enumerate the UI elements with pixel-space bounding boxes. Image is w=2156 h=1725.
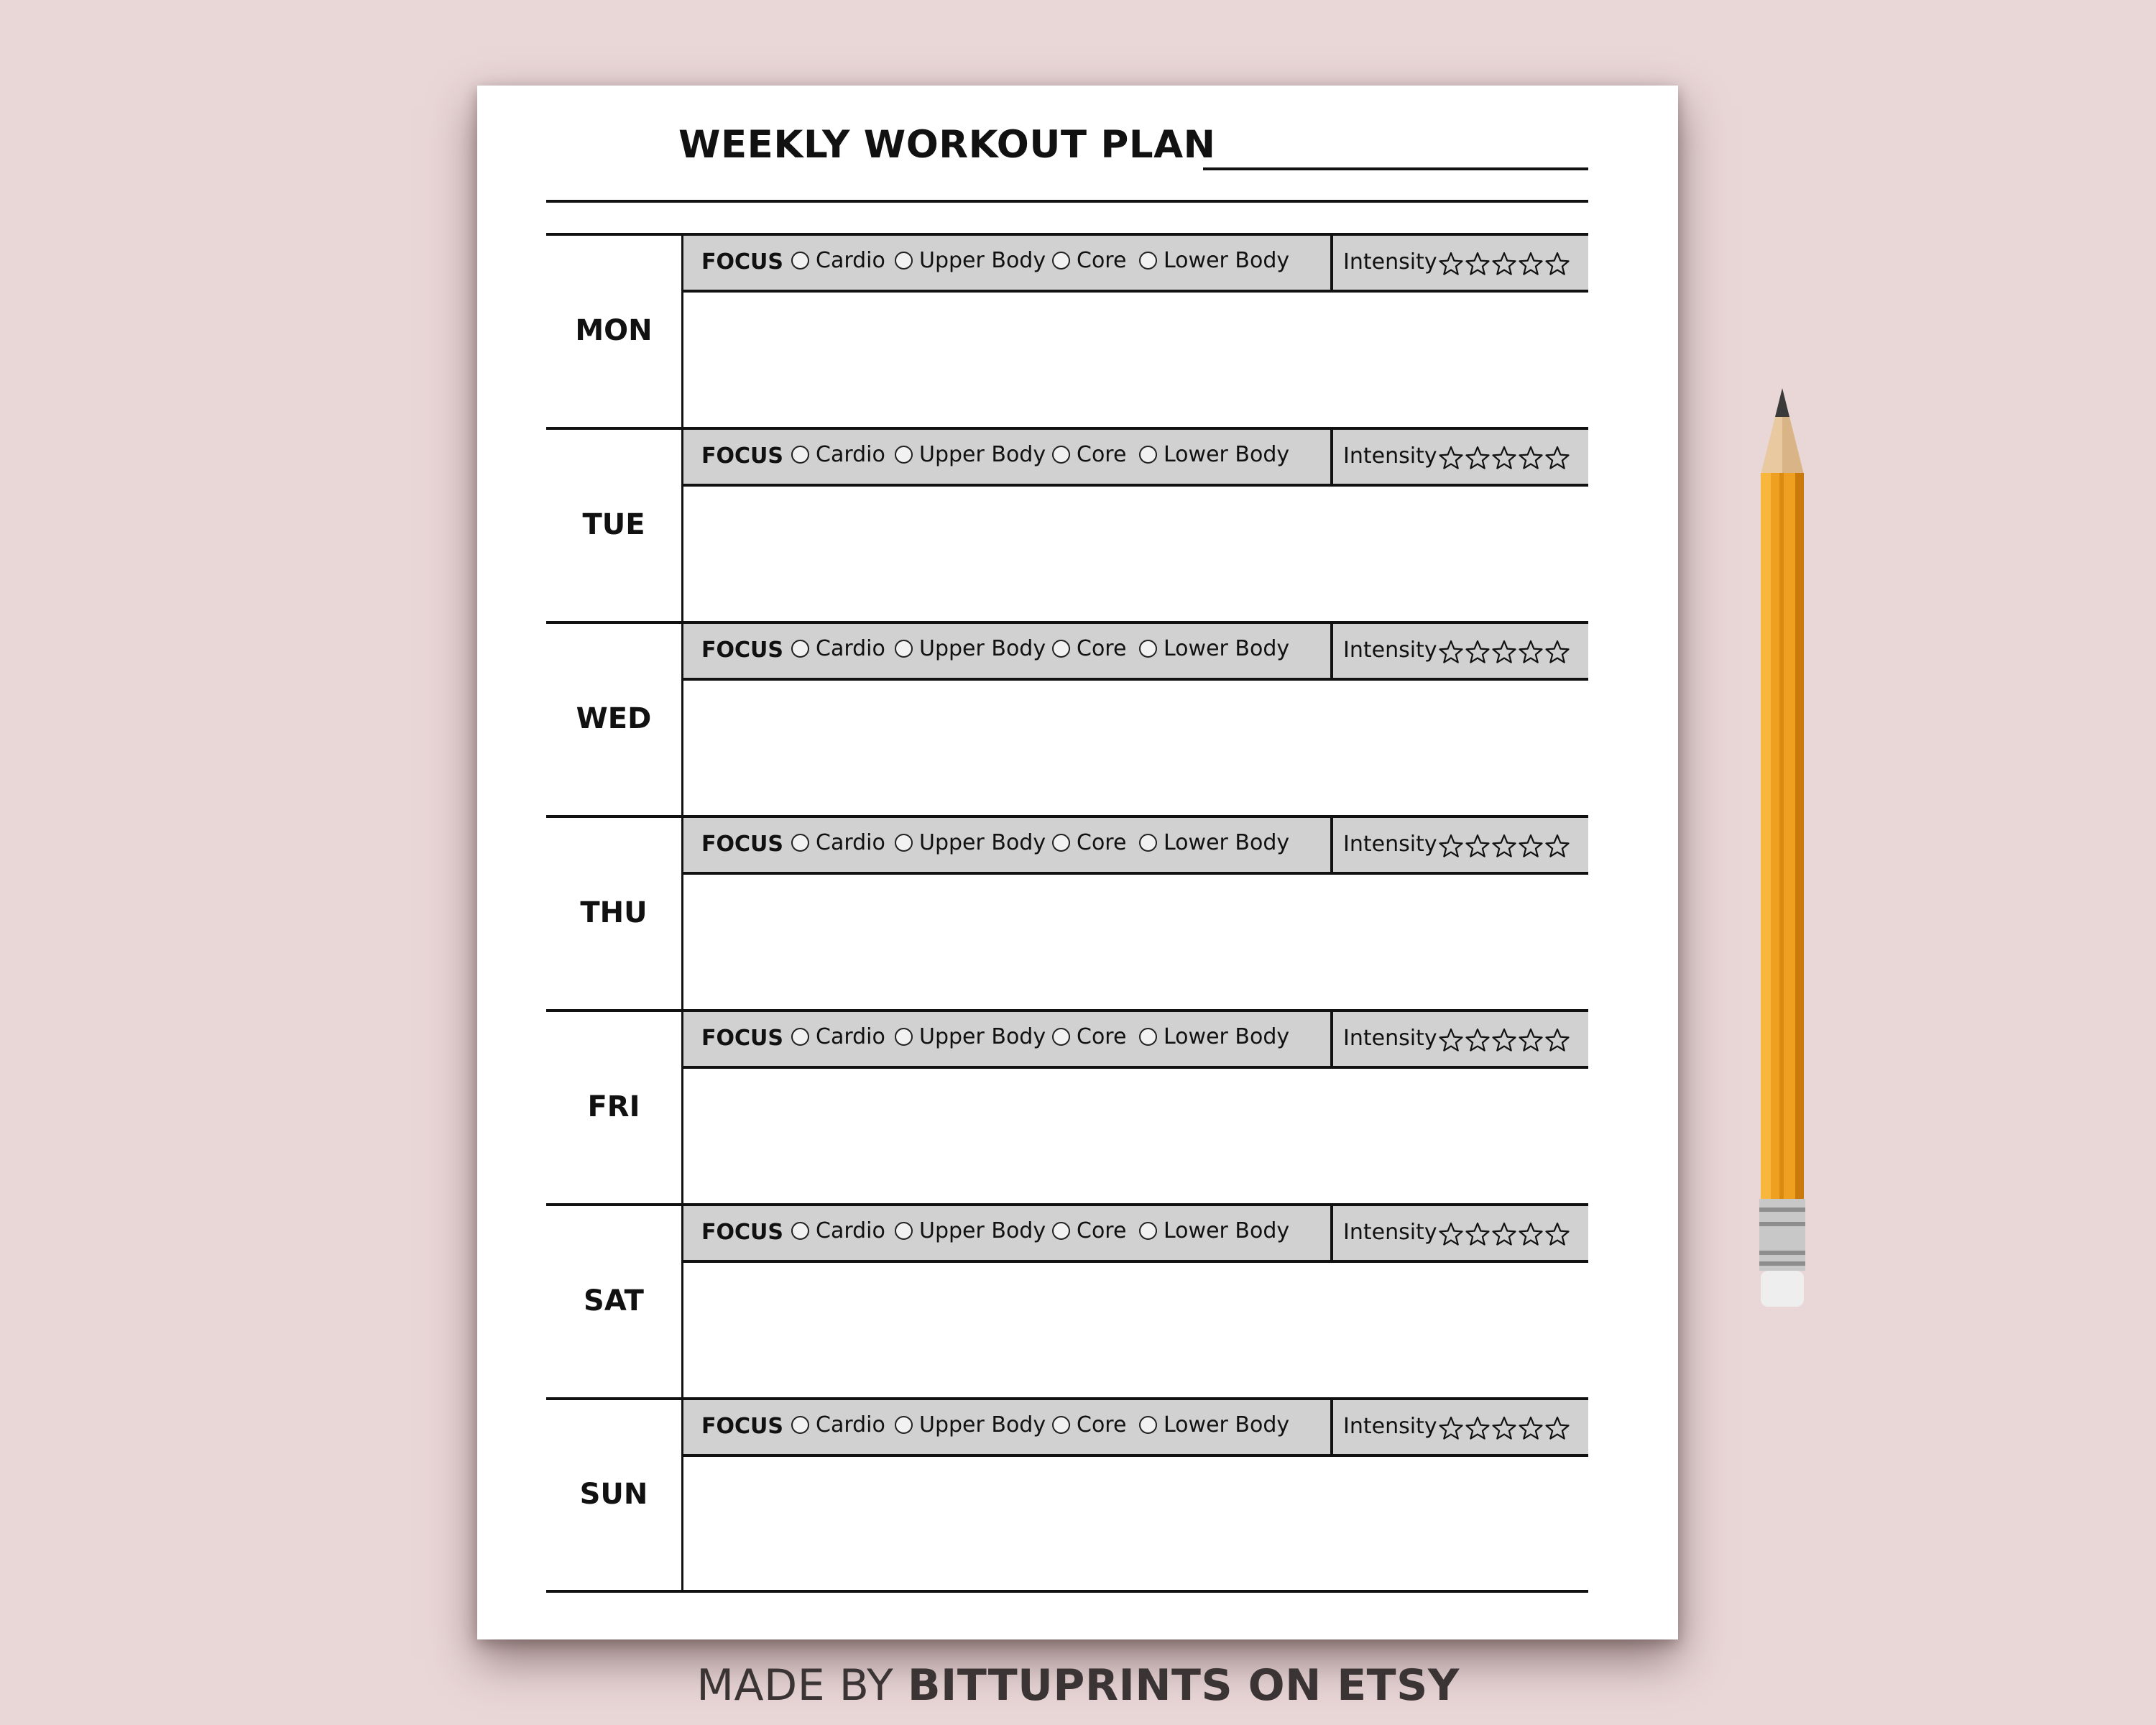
focus-option-label: Cardio (816, 248, 885, 273)
star-icon[interactable] (1544, 1028, 1570, 1054)
intensity-divider (1330, 1400, 1333, 1454)
radio-circle-icon[interactable] (895, 252, 913, 270)
radio-circle-icon[interactable] (1139, 252, 1157, 270)
focus-label: FOCUS (701, 1026, 783, 1051)
intensity-label: Intensity (1343, 832, 1437, 857)
focus-option-label: Core (1077, 1412, 1127, 1438)
focus-option-label: Upper Body (919, 1218, 1046, 1243)
focus-option-label: Core (1077, 1024, 1127, 1049)
focus-option[interactable] (791, 248, 885, 277)
focus-option-label: Cardio (816, 1218, 885, 1243)
day-block (546, 621, 1588, 815)
star-icon[interactable] (1544, 252, 1570, 277)
footer-prefix: MADE BY (696, 1660, 908, 1711)
radio-circle-icon[interactable] (791, 640, 809, 658)
focus-option-label: Lower Body (1164, 442, 1290, 467)
star-icon[interactable] (1465, 252, 1491, 277)
focus-option-label: Upper Body (919, 636, 1046, 661)
focus-option-label: Upper Body (919, 1024, 1046, 1049)
intensity-label: Intensity (1343, 638, 1437, 663)
intensity-label: Intensity (1343, 1026, 1437, 1051)
star-icon[interactable] (1518, 446, 1544, 472)
focus-option[interactable] (791, 1218, 885, 1247)
radio-circle-icon[interactable] (895, 834, 913, 852)
focus-option[interactable] (1139, 1412, 1289, 1441)
focus-label: FOCUS (701, 832, 783, 857)
star-icon[interactable] (1465, 640, 1491, 666)
radio-circle-icon[interactable] (895, 446, 913, 464)
star-icon[interactable] (1518, 640, 1544, 666)
star-icon[interactable] (1544, 1416, 1570, 1442)
star-icon[interactable] (1465, 1028, 1491, 1054)
radio-circle-icon[interactable] (1139, 1028, 1157, 1046)
star-icon[interactable] (1518, 1416, 1544, 1442)
focus-option-label: Cardio (816, 636, 885, 661)
radio-circle-icon[interactable] (1052, 1222, 1070, 1240)
focus-option[interactable] (1139, 1218, 1289, 1247)
focus-option[interactable] (895, 442, 1046, 471)
focus-option-label: Upper Body (919, 1412, 1046, 1438)
star-icon[interactable] (1465, 1222, 1491, 1248)
focus-option[interactable] (1052, 1024, 1126, 1053)
radio-circle-icon[interactable] (895, 640, 913, 658)
star-icon[interactable] (1491, 446, 1517, 472)
intensity-stars[interactable] (1438, 1028, 1571, 1054)
focus-option[interactable] (1052, 248, 1126, 277)
star-icon[interactable] (1544, 1222, 1570, 1248)
radio-circle-icon[interactable] (791, 252, 809, 270)
focus-option[interactable] (1052, 1218, 1126, 1247)
star-icon[interactable] (1491, 252, 1517, 277)
focus-option-label: Upper Body (919, 442, 1046, 467)
focus-option[interactable] (1139, 636, 1289, 665)
intensity-divider (1330, 624, 1333, 678)
focus-option[interactable] (895, 1218, 1046, 1247)
focus-option[interactable] (1139, 830, 1289, 859)
day-block (546, 427, 1588, 621)
footer-brand: BITTUPRINTS ON ETSY (907, 1660, 1460, 1711)
intensity-divider (1330, 1012, 1333, 1066)
focus-option[interactable] (1052, 442, 1126, 471)
star-icon[interactable] (1465, 1416, 1491, 1442)
intensity-stars[interactable] (1438, 640, 1571, 666)
star-icon[interactable] (1438, 446, 1464, 472)
intensity-stars[interactable] (1438, 834, 1571, 860)
focus-bar (683, 1012, 1588, 1069)
day-label: FRI (587, 1090, 640, 1123)
focus-option-label: Upper Body (919, 248, 1046, 273)
radio-circle-icon[interactable] (1139, 834, 1157, 852)
star-icon[interactable] (1438, 252, 1464, 277)
focus-bar (683, 236, 1588, 293)
star-icon[interactable] (1491, 1416, 1517, 1442)
radio-circle-icon[interactable] (1139, 1416, 1157, 1434)
radio-circle-icon[interactable] (1052, 1028, 1070, 1046)
focus-option[interactable] (1139, 442, 1289, 471)
focus-option[interactable] (791, 442, 885, 471)
radio-circle-icon[interactable] (895, 1222, 913, 1240)
focus-label: FOCUS (701, 249, 783, 275)
focus-option[interactable] (895, 1412, 1046, 1441)
star-icon[interactable] (1544, 834, 1570, 860)
focus-option-label: Lower Body (1164, 248, 1290, 273)
focus-option[interactable] (895, 1024, 1046, 1053)
pencil-image (1754, 388, 1811, 1322)
radio-circle-icon[interactable] (791, 1416, 809, 1434)
focus-option-label: Cardio (816, 1412, 885, 1438)
focus-option-label: Lower Body (1164, 830, 1290, 855)
star-icon[interactable] (1438, 834, 1464, 860)
focus-option-label: Core (1077, 248, 1127, 273)
focus-option-label: Lower Body (1164, 636, 1290, 661)
intensity-label: Intensity (1343, 1220, 1437, 1245)
star-icon[interactable] (1491, 1222, 1517, 1248)
focus-option[interactable] (895, 830, 1046, 859)
star-icon[interactable] (1491, 834, 1517, 860)
focus-bar (683, 818, 1588, 875)
focus-option-label: Core (1077, 636, 1127, 661)
day-label: MON (575, 314, 653, 347)
radio-circle-icon[interactable] (1052, 1416, 1070, 1434)
intensity-stars[interactable] (1438, 1416, 1571, 1442)
focus-option[interactable] (1139, 248, 1289, 277)
focus-option-label: Core (1077, 830, 1127, 855)
focus-option-label: Cardio (816, 442, 885, 467)
star-icon[interactable] (1544, 640, 1570, 666)
day-block (546, 815, 1588, 1009)
day-label: THU (580, 896, 648, 929)
day-label: SAT (584, 1284, 644, 1317)
focus-option-label: Lower Body (1164, 1024, 1290, 1049)
star-icon[interactable] (1438, 640, 1464, 666)
intensity-label: Intensity (1343, 443, 1437, 469)
radio-circle-icon[interactable] (1052, 446, 1070, 464)
focus-option[interactable] (1052, 636, 1126, 665)
focus-option-label: Lower Body (1164, 1412, 1290, 1438)
day-block (546, 1009, 1588, 1203)
focus-option[interactable] (1052, 1412, 1126, 1441)
star-icon[interactable] (1465, 834, 1491, 860)
star-icon[interactable] (1491, 640, 1517, 666)
intensity-label: Intensity (1343, 1414, 1437, 1439)
star-icon[interactable] (1518, 1222, 1544, 1248)
star-icon[interactable] (1465, 446, 1491, 472)
focus-label: FOCUS (701, 1414, 783, 1439)
star-icon[interactable] (1518, 252, 1544, 277)
radio-circle-icon[interactable] (895, 1416, 913, 1434)
star-icon[interactable] (1518, 834, 1544, 860)
focus-option[interactable] (1052, 830, 1126, 859)
focus-option-label: Lower Body (1164, 1218, 1290, 1243)
day-block (546, 1397, 1588, 1590)
focus-option-label: Upper Body (919, 830, 1046, 855)
radio-circle-icon[interactable] (1139, 1222, 1157, 1240)
focus-option[interactable] (895, 248, 1046, 277)
page-title: WEEKLY WORKOUT PLAN (678, 123, 1216, 167)
radio-circle-icon[interactable] (895, 1028, 913, 1046)
footer-credit (0, 1660, 2156, 1711)
focus-option[interactable] (791, 636, 885, 665)
radio-circle-icon[interactable] (1139, 446, 1157, 464)
focus-label: FOCUS (701, 1220, 783, 1245)
focus-option-label: Core (1077, 442, 1127, 467)
focus-option-label: Cardio (816, 1024, 885, 1049)
day-block (546, 233, 1588, 427)
radio-circle-icon[interactable] (791, 1222, 809, 1240)
focus-bar (683, 624, 1588, 681)
day-label: WED (576, 702, 652, 735)
focus-option[interactable] (895, 636, 1046, 665)
focus-option-label: Cardio (816, 830, 885, 855)
intensity-divider (1330, 430, 1333, 484)
radio-circle-icon[interactable] (1052, 252, 1070, 270)
intensity-label: Intensity (1343, 249, 1437, 275)
day-label: SUN (579, 1478, 648, 1511)
star-icon[interactable] (1438, 1416, 1464, 1442)
focus-option[interactable] (791, 1024, 885, 1053)
focus-label: FOCUS (701, 443, 783, 469)
intensity-divider (1330, 818, 1333, 872)
star-icon[interactable] (1438, 1222, 1464, 1248)
day-label: TUE (582, 508, 645, 541)
focus-option[interactable] (791, 1412, 885, 1441)
radio-circle-icon[interactable] (791, 446, 809, 464)
radio-circle-icon[interactable] (1052, 640, 1070, 658)
star-icon[interactable] (1438, 1028, 1464, 1054)
focus-label: FOCUS (701, 638, 783, 663)
intensity-stars[interactable] (1438, 1222, 1571, 1248)
radio-circle-icon[interactable] (1139, 640, 1157, 658)
day-block (546, 1203, 1588, 1397)
focus-bar (683, 1400, 1588, 1457)
radio-circle-icon[interactable] (791, 1028, 809, 1046)
intensity-divider (1330, 236, 1333, 290)
radio-circle-icon[interactable] (1052, 834, 1070, 852)
title-write-line (1203, 167, 1588, 170)
star-icon[interactable] (1491, 1028, 1517, 1054)
star-icon[interactable] (1518, 1028, 1544, 1054)
intensity-stars[interactable] (1438, 446, 1571, 472)
top-rule (546, 200, 1588, 203)
intensity-divider (1330, 1206, 1333, 1260)
bottom-rule (546, 1590, 1588, 1593)
planner-sheet (477, 86, 1678, 1639)
intensity-stars[interactable] (1438, 252, 1571, 277)
radio-circle-icon[interactable] (791, 834, 809, 852)
focus-bar (683, 1206, 1588, 1263)
focus-option[interactable] (791, 830, 885, 859)
focus-option-label: Core (1077, 1218, 1127, 1243)
focus-bar (683, 430, 1588, 487)
focus-option[interactable] (1139, 1024, 1289, 1053)
star-icon[interactable] (1544, 446, 1570, 472)
